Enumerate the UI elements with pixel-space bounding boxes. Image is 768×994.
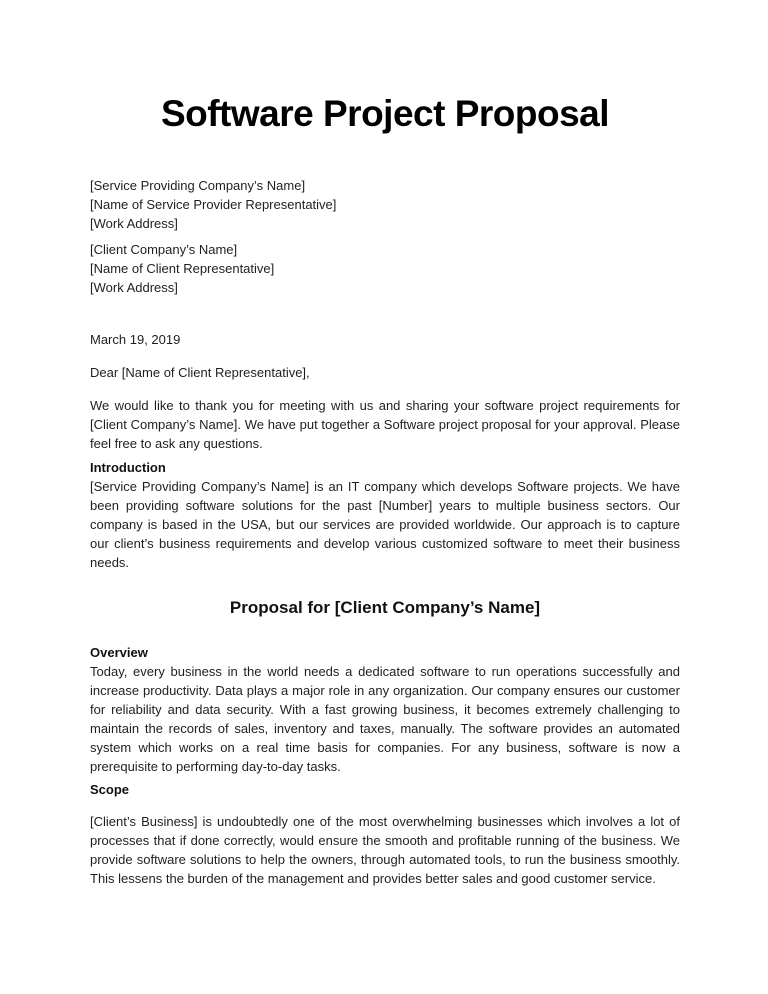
recipient-representative-line: [Name of Client Representative] <box>90 261 275 276</box>
recipient-address-block <box>90 240 680 297</box>
section-heading-introduction: Introduction <box>90 460 166 475</box>
date-line: March 19, 2019 <box>90 332 181 347</box>
sender-work-address-line: [Work Address] <box>90 216 178 231</box>
opening-paragraph: We would like to thank you for meeting with us and sharing your software project requirements for [Client Company’s Name]. We have put together a Software project proposal for your approval. Please feel free to ask any questions. <box>90 398 680 451</box>
sender-representative-line: [Name of Service Provider Representative] <box>90 197 337 212</box>
recipient-work-address-line: [Work Address] <box>90 280 178 295</box>
introduction-paragraph: [Service Providing Company’s Name] is an IT company which develops Software projects. We have been providing software solutions for the past [Number] years to multiple business sectors. Our company is based in the USA, but our services are provided worldwide. Our approach is to capture our client’s business requirements and develop various customized software to meet their business needs. <box>90 479 680 570</box>
overview-paragraph: Today, every business in the world needs a dedicated software to run operations successfully and increase productivity. Data plays a major role in any organization. Our company ensures our customer for reliability and data security. With a fast growing business, it becomes extremely challenging to maintain the records of sales, inventory and taxes, manually. The software provides an automated system which works on a real time basis for companies. For any business, software is now a prerequisite to performing day-to-day tasks. <box>90 664 680 774</box>
proposal-subtitle: Proposal for [Client Company’s Name] <box>229 598 541 617</box>
section-heading-scope: Scope <box>90 782 130 797</box>
section-heading-overview: Overview <box>90 645 148 660</box>
document-title: Software Project Proposal <box>160 93 610 134</box>
recipient-company-line: [Client Company’s Name] <box>90 242 238 257</box>
scope-paragraph: [Client’s Business] is undoubtedly one of the most overwhelming businesses which involves a lot of processes that if done correctly, would ensure the smooth and profitable running of the business. We provide software solutions to help the owners, through automated tools, to run the business smoothly. This lessens the burden of the management and provides better sales and good customer service. <box>90 814 680 886</box>
sender-company-line: [Service Providing Company’s Name] <box>90 178 306 193</box>
sender-address-block <box>90 176 680 233</box>
salutation: Dear [Name of Client Representative], <box>90 365 310 380</box>
